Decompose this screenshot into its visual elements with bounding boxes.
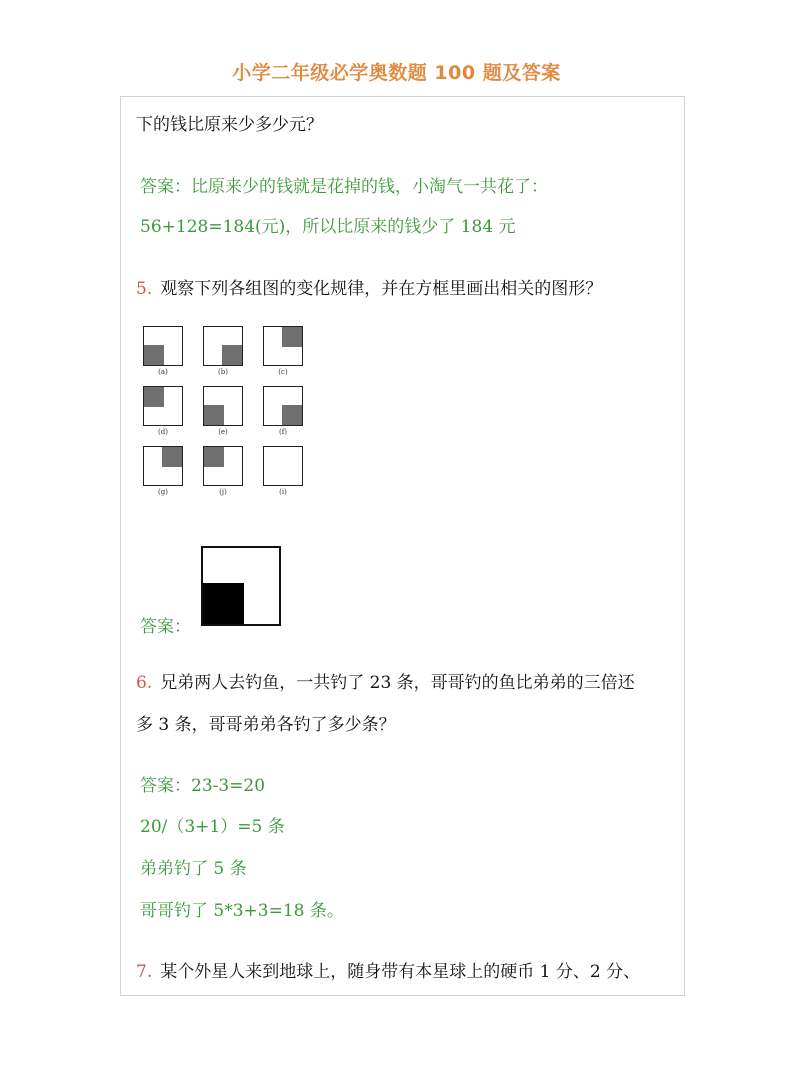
pattern-caption: (d) xyxy=(158,428,168,436)
empty-answer-box xyxy=(263,446,303,486)
shaded-square xyxy=(204,405,224,425)
q5-answer-label: 答案： xyxy=(140,617,191,637)
answer-black-square xyxy=(203,583,244,624)
pattern-cell-d xyxy=(143,386,185,436)
shaded-square xyxy=(204,447,224,467)
pattern-box xyxy=(143,326,183,366)
pattern-caption: (a) xyxy=(158,368,168,376)
pattern-cell-b xyxy=(203,326,245,376)
q4-answer-line1: 答案：比原来少的钱就是花掉的钱，小淘气一共花了： xyxy=(140,177,548,197)
pattern-box xyxy=(203,446,243,486)
q5-question xyxy=(136,278,602,300)
pattern-caption: (e) xyxy=(218,428,228,436)
pattern-cell-g xyxy=(143,446,185,496)
pattern-box xyxy=(143,446,183,486)
q5-answer-figure xyxy=(201,546,281,626)
pattern-caption: (f) xyxy=(278,428,288,436)
q6-answer-line: 答案：23-3=20 xyxy=(140,776,266,796)
q6-answer-line: 20/（3+1）=5 条 xyxy=(140,817,285,837)
q4-continuation: 下的钱比原来少多少元？ xyxy=(136,115,323,135)
q6-question-line2: 多 3 条，哥哥弟弟各钓了多少条？ xyxy=(136,715,396,735)
q6-question-line1 xyxy=(136,672,635,694)
shaded-square xyxy=(162,447,182,467)
q6-number: 6. xyxy=(136,673,153,693)
shaded-square xyxy=(144,345,164,365)
shaded-square xyxy=(144,387,164,407)
pattern-box xyxy=(203,386,243,426)
pattern-caption: (b) xyxy=(218,368,228,376)
q5-text: 观察下列各组图的变化规律，并在方框里画出相关的图形？ xyxy=(160,279,603,299)
shaded-square xyxy=(222,345,242,365)
pattern-caption: (c) xyxy=(278,368,288,376)
pattern-caption: (j) xyxy=(219,488,227,496)
q7-text: 某个外星人来到地球上，随身带有本星球上的硬币 1 分、2 分、 xyxy=(160,962,641,982)
pattern-cell-i-empty xyxy=(263,446,305,496)
q5-number: 5. xyxy=(136,279,153,299)
q7-question xyxy=(136,961,640,983)
document-title: 小学二年级必学奥数题 100 题及答案 xyxy=(232,62,561,84)
pattern-box xyxy=(263,386,303,426)
shaded-square xyxy=(282,327,302,347)
pattern-cell-c xyxy=(263,326,305,376)
q6-answer-line: 哥哥钓了 5*3+3=18 条。 xyxy=(140,901,344,921)
pattern-cell-e xyxy=(203,386,245,436)
pattern-cell-a xyxy=(143,326,185,376)
q6-text1: 兄弟两人去钓鱼，一共钓了 23 条，哥哥钓的鱼比弟弟的三倍还 xyxy=(160,673,635,693)
shaded-square xyxy=(282,405,302,425)
pattern-box xyxy=(263,326,303,366)
pattern-box xyxy=(203,326,243,366)
pattern-cell-j xyxy=(203,446,245,496)
q6-answer-line: 弟弟钓了 5 条 xyxy=(140,859,247,879)
pattern-cell-f xyxy=(263,386,305,436)
pattern-caption: (i) xyxy=(279,488,287,496)
q4-answer-line2: 56+128=184(元)，所以比原来的钱少了 184 元 xyxy=(140,217,516,237)
pattern-grid xyxy=(140,322,320,507)
q7-number: 7. xyxy=(136,962,153,982)
pattern-box xyxy=(143,386,183,426)
pattern-caption: (g) xyxy=(158,488,168,496)
